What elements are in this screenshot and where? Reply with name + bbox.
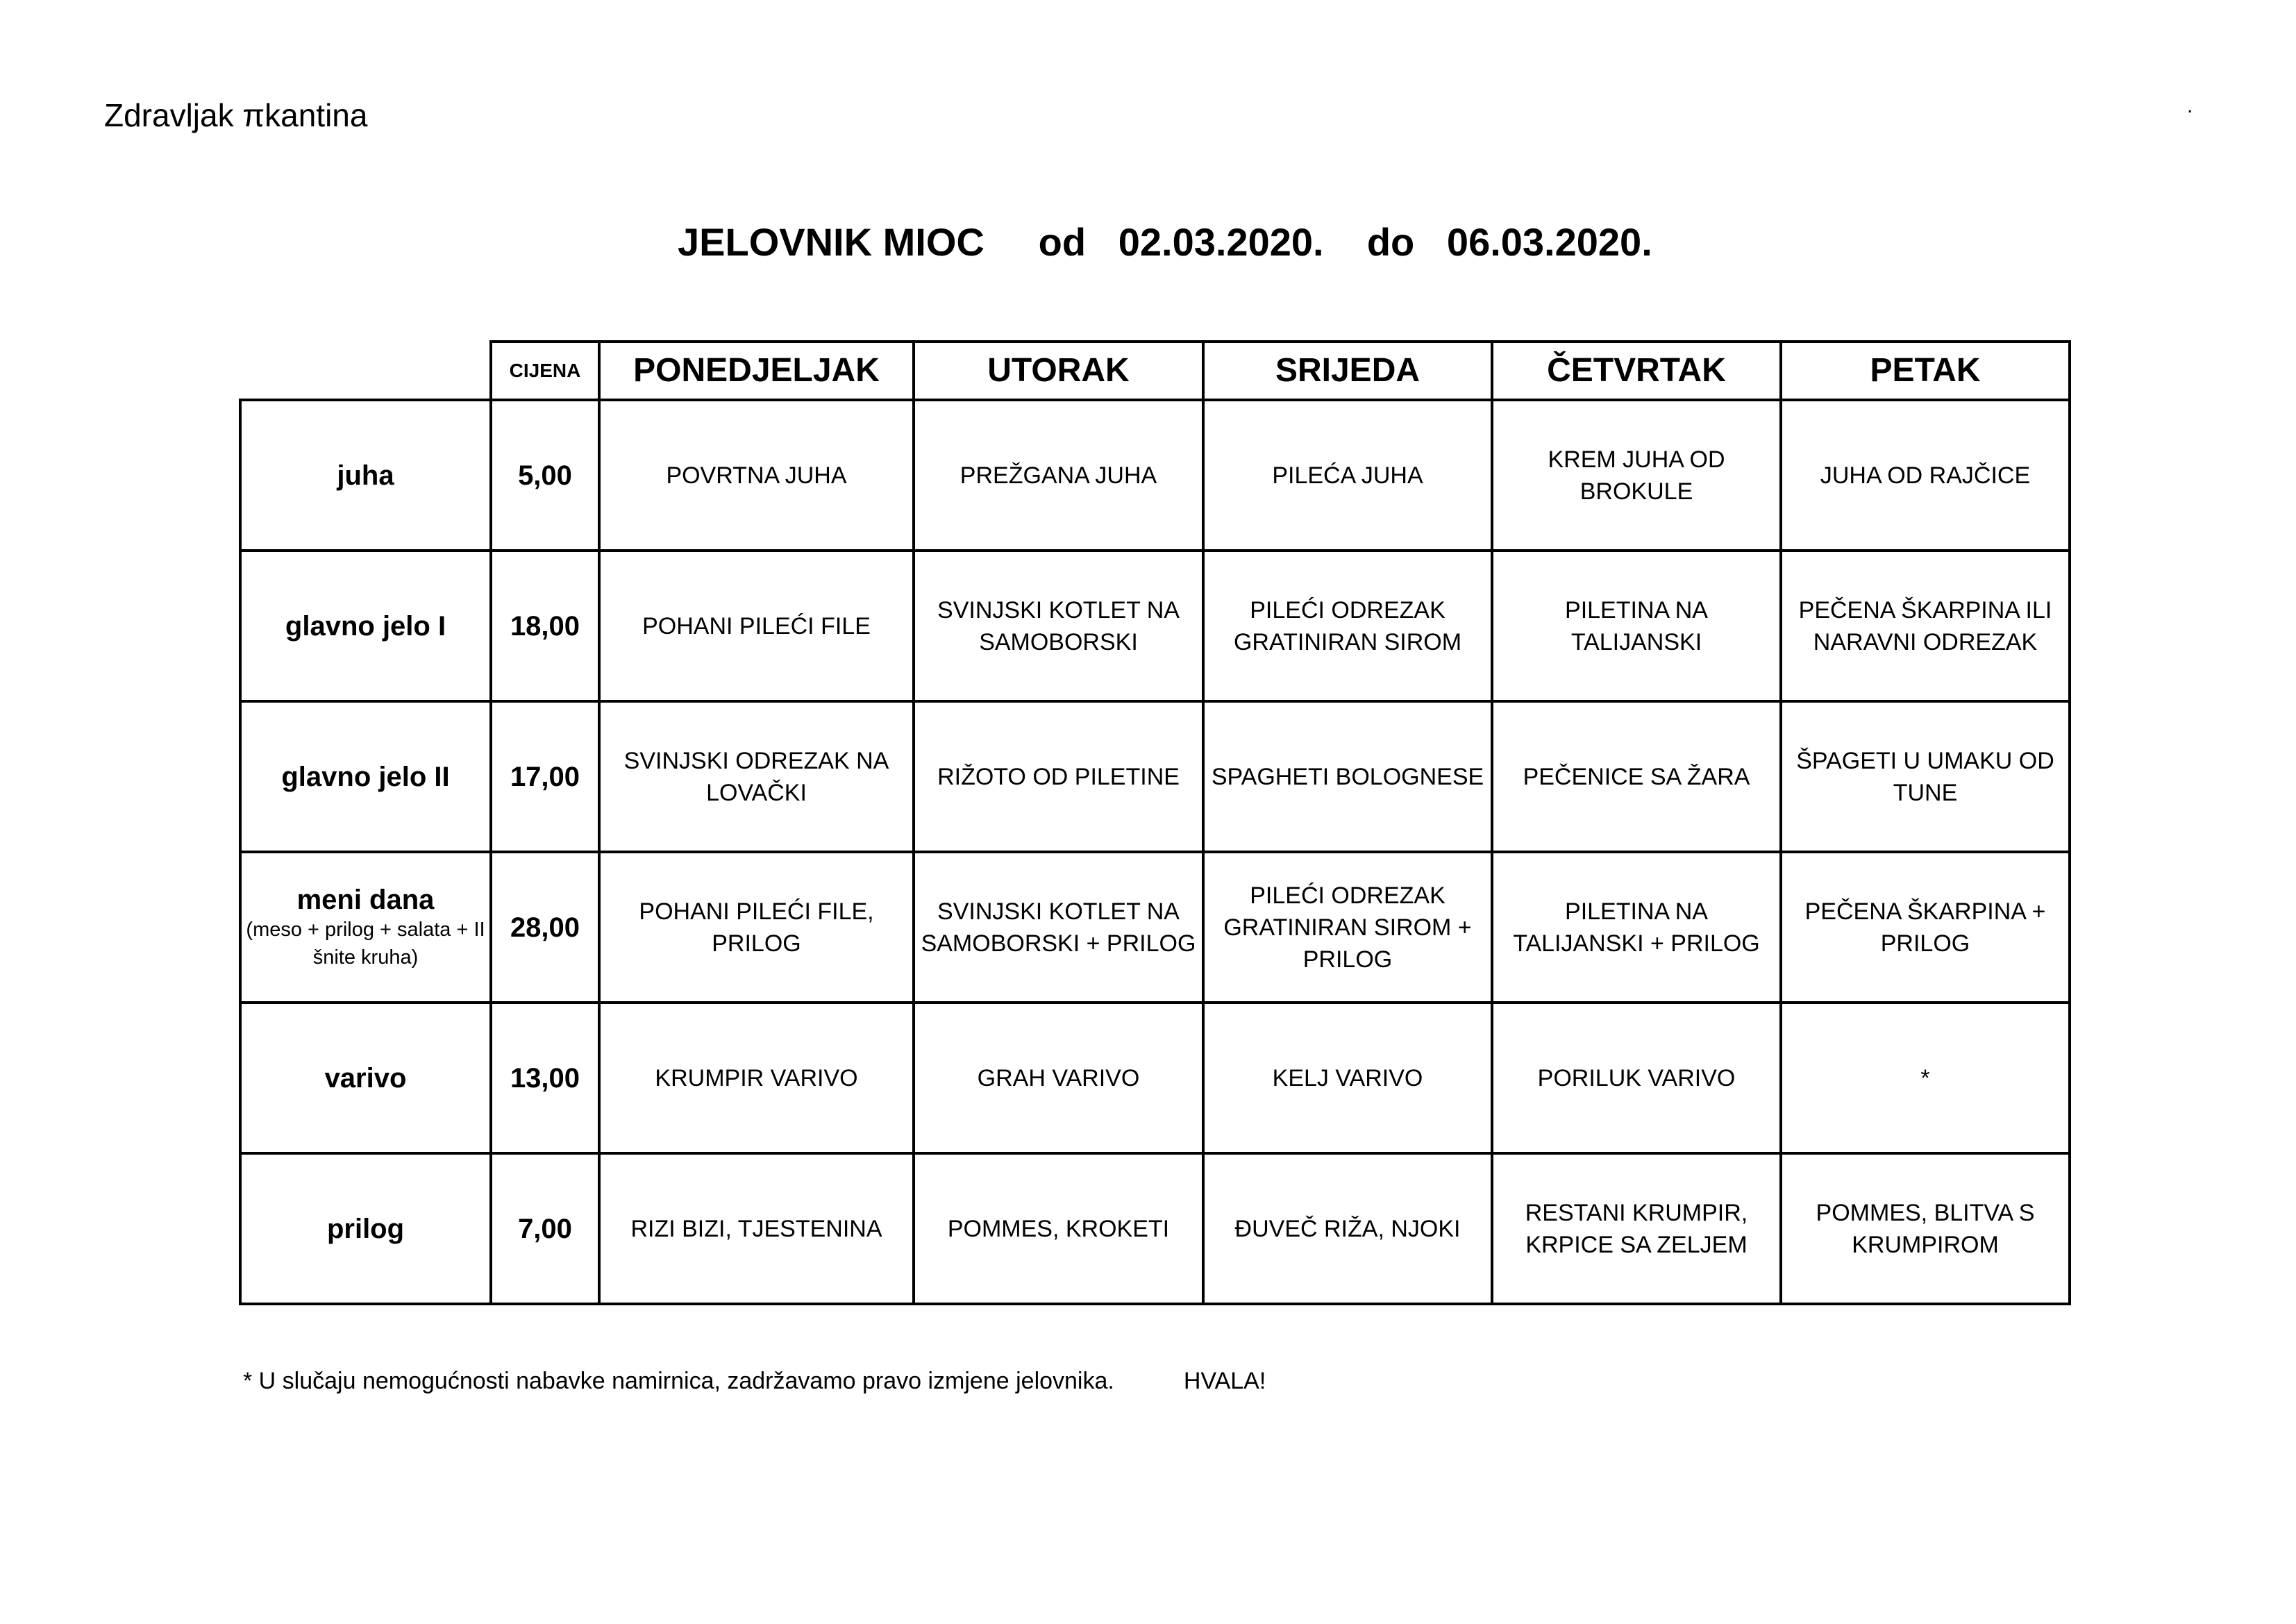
category-cell bbox=[240, 852, 491, 1003]
dish-cell: GRAH VARIVO bbox=[914, 1003, 1203, 1153]
menu-title bbox=[678, 219, 1652, 265]
dish-cell: POVRTNA JUHA bbox=[599, 400, 914, 551]
menu-row-varivo bbox=[240, 1003, 2070, 1153]
dish-cell: * bbox=[1781, 1003, 2070, 1153]
corner-mark: . bbox=[2187, 94, 2193, 117]
menu-row-meni-dana bbox=[240, 852, 2070, 1003]
to-label: do bbox=[1366, 220, 1415, 264]
dish-cell: PILEĆI ODREZAK GRATINIRAN SIROM bbox=[1203, 551, 1492, 701]
dish-cell: RESTANI KRUMPIR, KRPICE SA ZELJEM bbox=[1492, 1153, 1781, 1304]
dish-cell: SVINJSKI ODREZAK NA LOVAČKI bbox=[599, 701, 914, 852]
dish-cell: RIŽOTO OD PILETINE bbox=[914, 701, 1203, 852]
footnote bbox=[243, 1366, 1266, 1396]
menu-row-prilog bbox=[240, 1153, 2070, 1304]
day-header-wednesday: SRIJEDA bbox=[1203, 342, 1492, 400]
dish-cell: JUHA OD RAJČICE bbox=[1781, 400, 2070, 551]
price-cell: 18,00 bbox=[491, 551, 599, 701]
dish-cell: PILEĆA JUHA bbox=[1203, 400, 1492, 551]
dish-cell: POMMES, KROKETI bbox=[914, 1153, 1203, 1304]
dish-cell: SPAGHETI BOLOGNESE bbox=[1203, 701, 1492, 852]
category-label: meni dana bbox=[296, 884, 435, 915]
thanks-text: HVALA! bbox=[1183, 1368, 1266, 1394]
menu-row-juha bbox=[240, 400, 2070, 551]
from-date: 02.03.2020. bbox=[1118, 220, 1324, 264]
dish-cell: POHANI PILEĆI FILE bbox=[599, 551, 914, 701]
dish-cell: KREM JUHA OD BROKULE bbox=[1492, 400, 1781, 551]
price-column-header: CIJENA bbox=[491, 342, 599, 400]
dish-cell: PREŽGANA JUHA bbox=[914, 400, 1203, 551]
footnote-text: * U slučaju nemogućnosti nabavke namirnica, zadržavamo pravo izmjene jelovnika. bbox=[243, 1368, 1114, 1394]
category-cell: prilog bbox=[240, 1153, 491, 1304]
day-header-tuesday: UTORAK bbox=[914, 342, 1203, 400]
price-cell: 17,00 bbox=[491, 701, 599, 852]
dish-cell: KRUMPIR VARIVO bbox=[599, 1003, 914, 1153]
weekly-menu-table bbox=[239, 340, 2068, 1334]
dish-cell: PILEĆI ODREZAK GRATINIRAN SIROM + PRILOG bbox=[1203, 852, 1492, 1003]
menu-title-name: JELOVNIK MIOC bbox=[678, 220, 984, 264]
dish-cell: SVINJSKI KOTLET NA SAMOBORSKI bbox=[914, 551, 1203, 701]
category-cell: glavno jelo I bbox=[240, 551, 491, 701]
day-header-monday: PONEDJELJAK bbox=[599, 342, 914, 400]
dish-cell: RIZI BIZI, TJESTENINA bbox=[599, 1153, 914, 1304]
category-note: (meso + prilog + salata + II šnite kruha) bbox=[246, 918, 485, 969]
dish-cell: PORILUK VARIVO bbox=[1492, 1003, 1781, 1153]
price-cell: 13,00 bbox=[491, 1003, 599, 1153]
dish-cell: POMMES, BLITVA S KRUMPIROM bbox=[1781, 1153, 2070, 1304]
dish-cell: PILETINA NA TALIJANSKI bbox=[1492, 551, 1781, 701]
category-cell: glavno jelo II bbox=[240, 701, 491, 852]
canteen-name: Zdravljak πkantina bbox=[104, 97, 368, 133]
dish-cell: PEČENA ŠKARPINA ILI NARAVNI ODREZAK bbox=[1781, 551, 2070, 701]
dish-cell: POHANI PILEĆI FILE, PRILOG bbox=[599, 852, 914, 1003]
from-label: od bbox=[1038, 220, 1087, 264]
menu-row-glavno-jelo-1 bbox=[240, 551, 2070, 701]
day-header-thursday: ČETVRTAK bbox=[1492, 342, 1781, 400]
dish-cell: SVINJSKI KOTLET NA SAMOBORSKI + PRILOG bbox=[914, 852, 1203, 1003]
dish-cell: PEČENA ŠKARPINA + PRILOG bbox=[1781, 852, 2070, 1003]
to-date: 06.03.2020. bbox=[1446, 220, 1652, 264]
dish-cell: PILETINA NA TALIJANSKI + PRILOG bbox=[1492, 852, 1781, 1003]
dish-cell: ŠPAGETI U UMAKU OD TUNE bbox=[1781, 701, 2070, 852]
category-cell: juha bbox=[240, 400, 491, 551]
table-header-row bbox=[240, 342, 2070, 400]
day-header-friday: PETAK bbox=[1781, 342, 2070, 400]
price-cell: 7,00 bbox=[491, 1153, 599, 1304]
price-cell: 5,00 bbox=[491, 400, 599, 551]
dish-cell: ĐUVEČ RIŽA, NJOKI bbox=[1203, 1153, 1492, 1304]
price-cell: 28,00 bbox=[491, 852, 599, 1003]
dish-cell: PEČENICE SA ŽARA bbox=[1492, 701, 1781, 852]
menu-row-glavno-jelo-2 bbox=[240, 701, 2070, 852]
category-cell: varivo bbox=[240, 1003, 491, 1153]
dish-cell: KELJ VARIVO bbox=[1203, 1003, 1492, 1153]
corner-cell bbox=[240, 342, 491, 400]
